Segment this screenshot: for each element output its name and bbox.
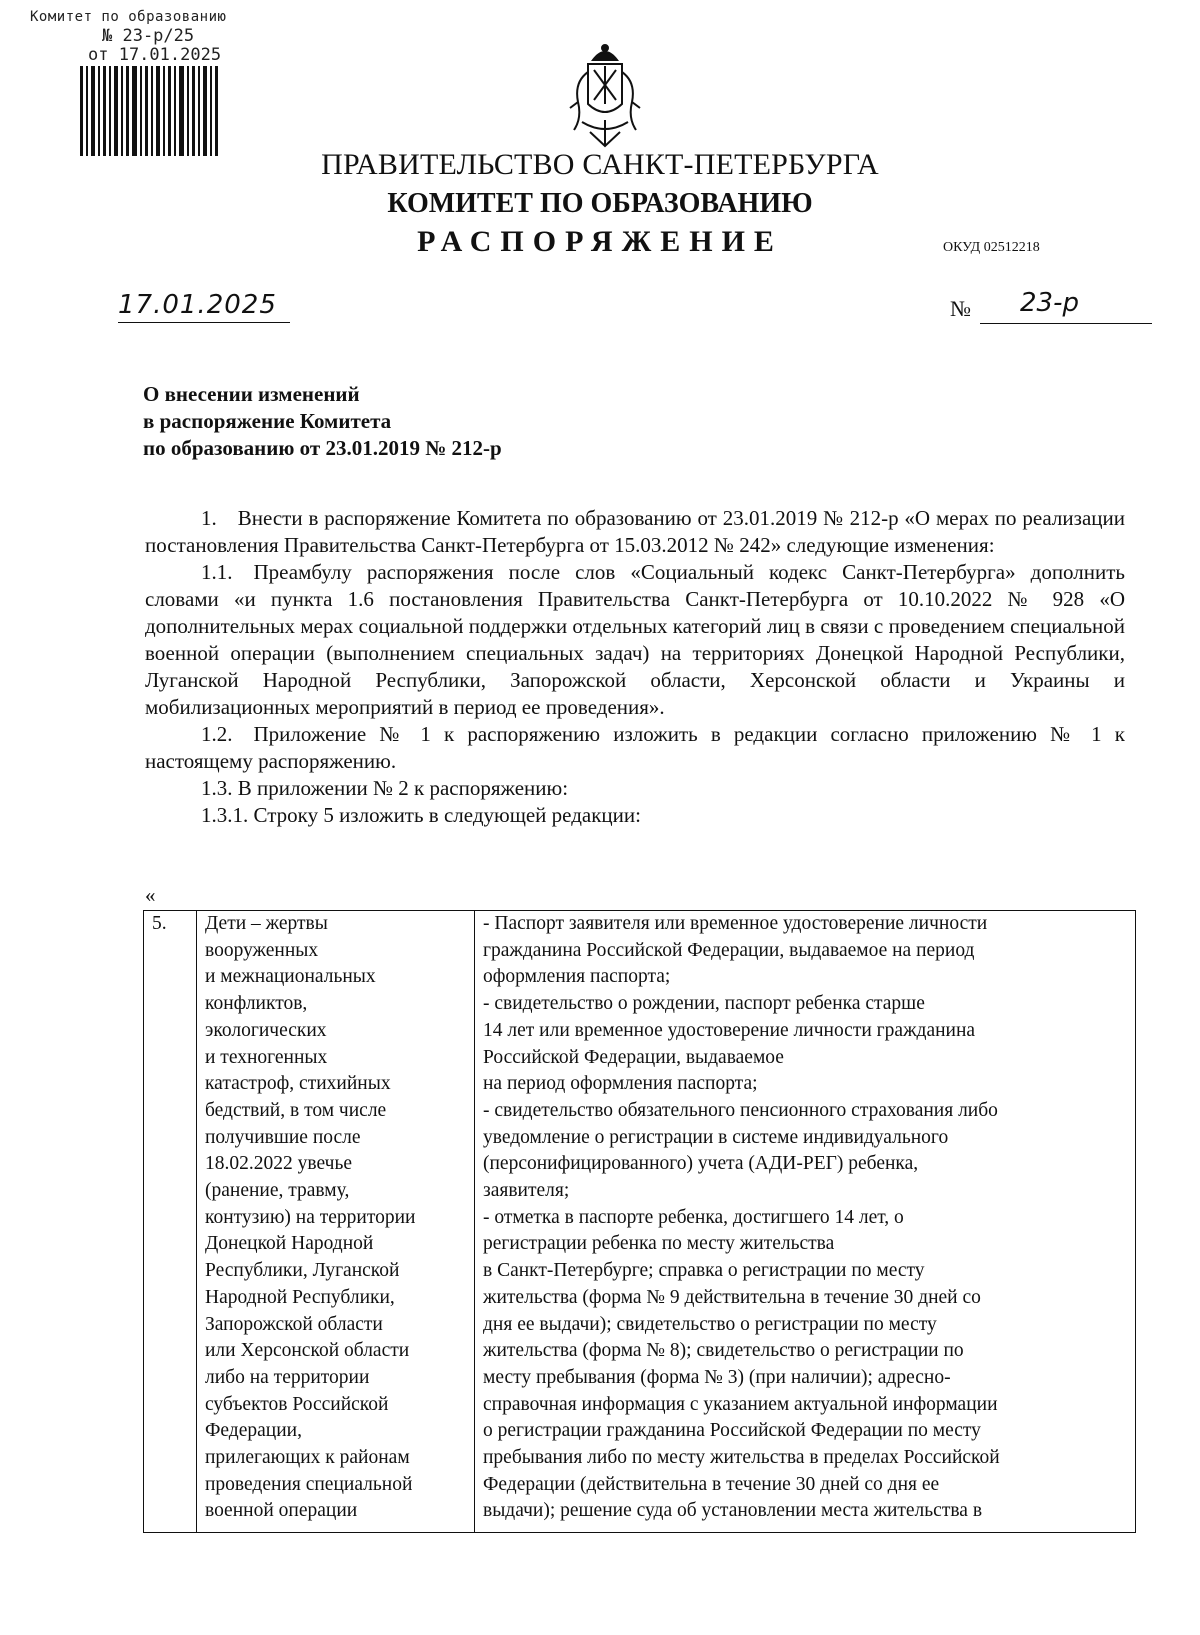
table-row bbox=[144, 911, 1136, 1533]
date-field bbox=[118, 290, 290, 323]
document-type-title: РАСПОРЯЖЕНИЕ bbox=[417, 225, 783, 258]
row-number-cell: 5. bbox=[144, 911, 197, 1533]
category-line: экологических bbox=[205, 1019, 327, 1041]
documents-line: Российской Федерации, выдаваемое bbox=[483, 1046, 784, 1068]
documents-line: месту пребывания (форма № 3) (при наличии); адресно- bbox=[483, 1366, 951, 1388]
documents-line: дня ее выдачи); свидетельство о регистрации по месту bbox=[483, 1313, 937, 1335]
committee-title: КОМИТЕТ ПО ОБРАЗОВАНИЮ bbox=[387, 188, 813, 219]
paragraph-1: 1. Внести в распоряжение Комитета по образованию от 23.01.2019 № 212-р «О мерах по реализации постановления Правительства Санкт-Петербурга от 15.03.2012 № 242» следующие изменения: bbox=[145, 506, 1125, 557]
documents-line: оформления паспорта; bbox=[483, 966, 671, 988]
paragraph-1-1: 1.1. Преамбулу распоряжения после слов «Социальный кодекс Санкт-Петербурга» дополнить словами «и пункта 1.6 постановления Правительства Санкт-Петербурга от 10.10.2022 № 928 «О дополнительных мерах социальной поддержки отдельных категорий лиц в связи с проведением специальной военной операции (выполнением специальных задач) на территориях Донецкой Народной Республики, Луганской Народной Республики, Запорожской области, Херсонской области и Украины и мобилизационных мероприятий в период ее проведения». bbox=[145, 560, 1125, 719]
category-line: либо на территории bbox=[205, 1366, 370, 1388]
category-line: Дети – жертвы bbox=[205, 913, 328, 934]
documents-line: 14 лет или временное удостоверение личности гражданина bbox=[483, 1019, 976, 1041]
documents-line: жительства (форма № 8); свидетельство о регистрации по bbox=[483, 1340, 964, 1362]
stamp-number: № 23-р/25 bbox=[102, 26, 195, 46]
category-line: получившие после bbox=[205, 1126, 361, 1148]
barcode-icon bbox=[80, 66, 220, 156]
category-line: или Херсонской области bbox=[205, 1340, 410, 1362]
documents-line: (персонифицированного) учета (АДИ-РЕГ) ребенка, bbox=[483, 1153, 919, 1175]
stamp-date: от 17.01.2025 bbox=[88, 45, 222, 65]
category-line: Народной Республики, bbox=[205, 1286, 395, 1308]
subject-line: О внесении изменений bbox=[143, 382, 360, 406]
subject-line: по образованию от 23.01.2019 № 212-р bbox=[143, 436, 502, 460]
okud-code: ОКУД 02512218 bbox=[943, 240, 1040, 255]
category-line: Донецкой Народной bbox=[205, 1233, 374, 1255]
subject-line: в распоряжение Комитета bbox=[143, 409, 392, 433]
category-line: (ранение, травму, bbox=[205, 1180, 350, 1202]
category-line: субъектов Российской bbox=[205, 1393, 389, 1415]
documents-line: - отметка в паспорте ребенка, достигшего 14 лет, о bbox=[483, 1206, 904, 1228]
documents-line: регистрации ребенка по месту жительства bbox=[483, 1233, 835, 1255]
number-field bbox=[950, 288, 1152, 326]
document-subject bbox=[143, 381, 502, 462]
category-line: и межнациональных bbox=[205, 966, 376, 988]
documents-line: пребывания либо по месту жительства в пределах Российской bbox=[483, 1447, 1000, 1469]
documents-line: - свидетельство о рождении, паспорт ребенка старше bbox=[483, 993, 925, 1015]
documents-cell bbox=[475, 911, 1136, 1533]
documents-line: заявителя; bbox=[483, 1180, 570, 1202]
category-line: 18.02.2022 увечье bbox=[205, 1153, 352, 1175]
government-title: ПРАВИТЕЛЬСТВО САНКТ-ПЕТЕРБУРГА bbox=[321, 148, 879, 181]
documents-line: уведомление о регистрации в системе индивидуального bbox=[483, 1126, 949, 1148]
documents-line: - свидетельство обязательного пенсионного страхования либо bbox=[483, 1099, 998, 1121]
documents-line: гражданина Российской Федерации, выдаваемое на период bbox=[483, 939, 975, 961]
number-handwritten: 23-р bbox=[1020, 288, 1079, 318]
category-line: бедствий, в том числе bbox=[205, 1099, 387, 1121]
documents-line: о регистрации гражданина Российской Федерации по месту bbox=[483, 1420, 981, 1442]
documents-line: жительства (форма № 9 действительна в течение 30 дней со bbox=[483, 1286, 981, 1308]
category-line: и техногенных bbox=[205, 1046, 328, 1068]
documents-line: справочная информация с указанием актуальной информации bbox=[483, 1393, 998, 1415]
category-line: Республики, Луганской bbox=[205, 1260, 400, 1282]
category-line: конфликтов, bbox=[205, 993, 308, 1015]
paragraph-1-3-1: 1.3.1. Строку 5 изложить в следующей редакции: bbox=[201, 803, 641, 827]
category-line: катастроф, стихийных bbox=[205, 1073, 391, 1095]
documents-line: в Санкт-Петербурге; справка о регистрации по месту bbox=[483, 1260, 925, 1282]
category-line: проведения специальной bbox=[205, 1473, 413, 1495]
category-cell bbox=[197, 911, 475, 1533]
category-line: прилегающих к районам bbox=[205, 1447, 410, 1469]
stamp-committee: Комитет по образованию bbox=[30, 9, 227, 25]
number-label: № bbox=[950, 296, 971, 321]
category-line: контузию) на территории bbox=[205, 1206, 416, 1228]
documents-line: Федерации (действительна в течение 30 дней со дня ее bbox=[483, 1473, 940, 1495]
date-handwritten: 17.01.2025 bbox=[118, 290, 277, 320]
category-line: Запорожской области bbox=[205, 1313, 383, 1335]
category-line: Федерации, bbox=[205, 1420, 302, 1442]
paragraph-1-2: 1.2. Приложение № 1 к распоряжению изложить в редакции согласно приложению № 1 к настоящему распоряжению. bbox=[145, 722, 1125, 773]
amendment-table bbox=[143, 910, 1136, 1533]
category-line: военной операции bbox=[205, 1500, 358, 1522]
coat-of-arms-icon bbox=[560, 42, 650, 152]
number-underline bbox=[980, 323, 1152, 324]
opening-quote: « bbox=[145, 883, 156, 907]
documents-line: - Паспорт заявителя или временное удостоверение личности bbox=[483, 913, 988, 934]
documents-line: на период оформления паспорта; bbox=[483, 1073, 758, 1095]
category-line: вооруженных bbox=[205, 939, 319, 961]
document-body bbox=[145, 505, 1125, 829]
paragraph-1-3: 1.3. В приложении № 2 к распоряжению: bbox=[201, 776, 569, 800]
documents-line: выдачи); решение суда об установлении места жительства в bbox=[483, 1500, 983, 1522]
registration-stamp bbox=[30, 8, 290, 65]
